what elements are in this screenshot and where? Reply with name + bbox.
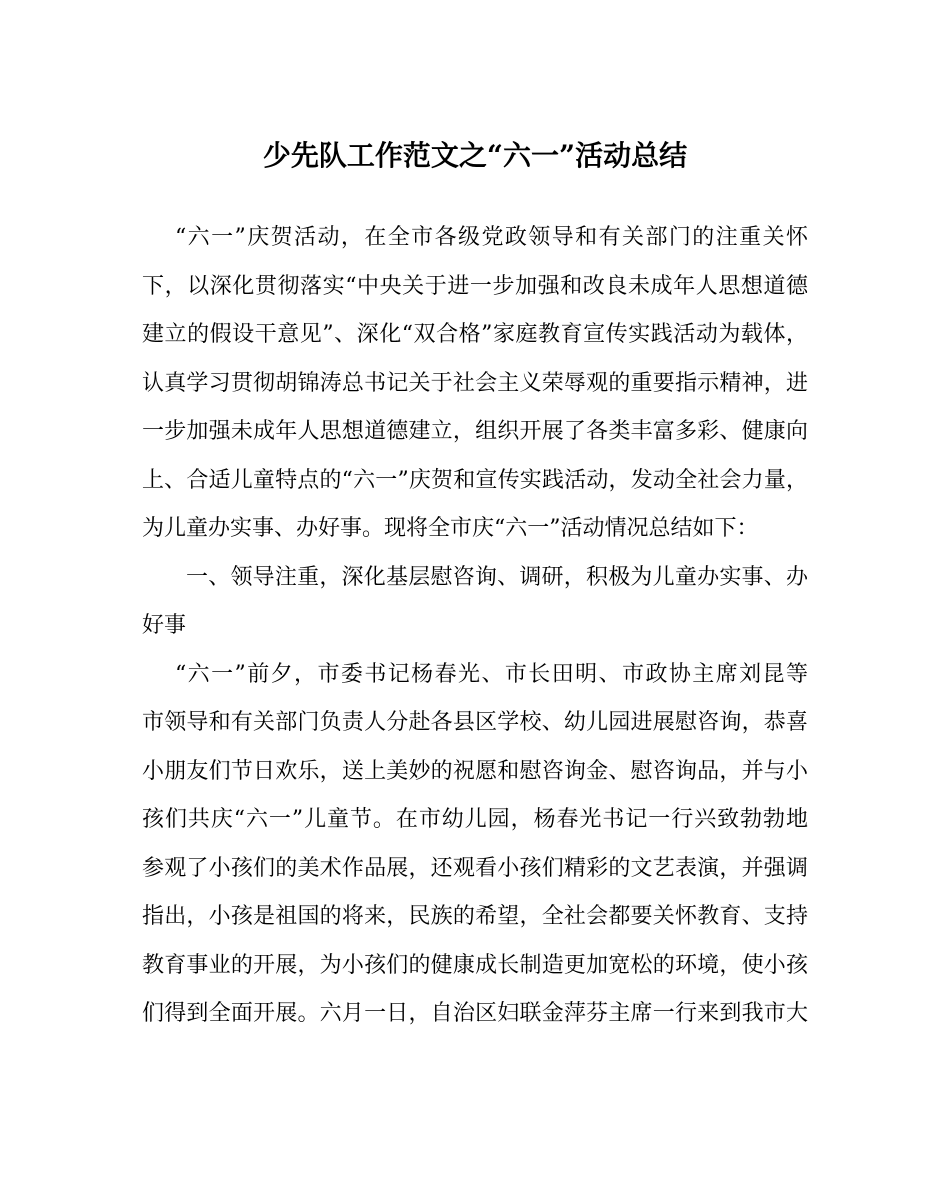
paragraph-line: “六一”庆贺活动，在全市各级党政领导和有关部门的注重关怀: [175, 225, 808, 250]
paragraph-line: 孩们共庆“六一”儿童节。在市幼儿园，杨春光书记一行兴致勃勃地: [142, 807, 808, 832]
paragraph-line: 市领导和有关部门负责人分赴各县区学校、幼儿园进展慰咨询，恭喜: [142, 710, 808, 735]
paragraph-line: 上、合适儿童特点的“六一”庆贺和宣传实践活动，发动全社会力量，: [142, 467, 808, 493]
section-heading-line: 好事: [142, 613, 187, 638]
paragraph-line: 为儿童办实事、办好事。现将全市庆“六一”活动情况总结如下：: [142, 516, 759, 541]
paragraph-line: 一步加强未成年人思想道德建立，组织开展了各类丰富多彩、健康向: [142, 419, 808, 444]
paragraph-line: 指出，小孩是祖国的将来，民族的希望，全社会都要关怀教育、支持: [142, 904, 808, 929]
paragraph-line: “六一”前夕，市委书记杨春光、市长田明、市政协主席刘昆等: [175, 661, 808, 687]
paragraph-line: 教育事业的开展，为小孩们的健康成长制造更加宽松的环境，使小孩: [142, 952, 808, 978]
paragraph-line: 小朋友们节日欢乐，送上美妙的祝愿和慰咨询金、慰咨询品，并与小: [142, 758, 808, 784]
document-body: [142, 214, 808, 1039]
paragraph-line: 参观了小孩们的美术作品展，还观看小孩们精彩的文艺表演，并强调: [142, 855, 808, 881]
paragraph-line: 们得到全面开展。六月一日，自治区妇联金萍芬主席一行来到我市大: [142, 1001, 808, 1026]
paragraph-line: 建立的假设干意见”、深化“双合格”家庭教育宣传实践活动为载体，: [142, 322, 808, 347]
paragraph-line: 认真学习贯彻胡锦涛总书记关于社会主义荣辱观的重要指示精神，进: [142, 370, 808, 396]
document-title: 少先队工作范文之“六一”活动总结: [262, 139, 688, 172]
paragraph-line: 下，以深化贯彻落实“中央关于进一步加强和改良未成年人思想道德: [142, 273, 808, 299]
section-heading-line: 一、领导注重，深化基层慰咨询、调研，积极为儿童办实事、办: [186, 564, 808, 590]
